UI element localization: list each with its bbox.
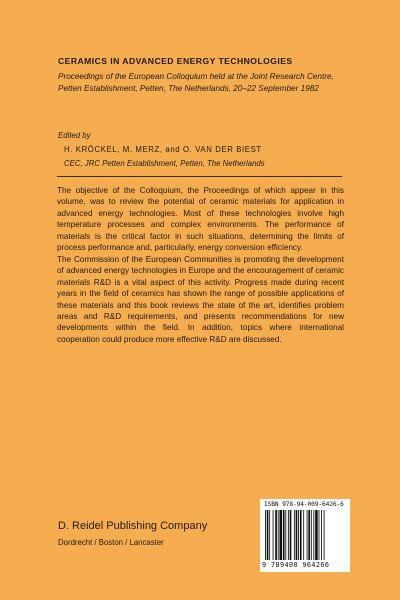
description-paragraph: The Commission of the European Communities is promoting the development of advanced energy technologies in Europe and the encouragement of ceramic materials R&D is a vital aspect of this activity. Progress made during recent years in the field of ceramics has shown the range of possible applications of these materials and this book reviews the state of the art, identifies problem areas and R&D requirements, and presents recommendations for new developments within the field. In addition, topics where international cooperation could produce more effective R&D are discussed. — [57, 254, 344, 344]
edited-by-label: Edited by — [58, 131, 91, 140]
editor-names: H. KRÖCKEL, M. MERZ, and O. VAN DER BIEST — [64, 145, 262, 154]
barcode-digits: 9 789400 964266 — [262, 561, 330, 569]
publisher-places: Dordrecht / Boston / Lancaster — [58, 538, 164, 547]
editor-affiliation: CEC, JRC Petten Establishment, Petten, The Netherlands — [64, 159, 265, 168]
barcode-icon — [265, 510, 345, 560]
isbn-label: ISBN 978-94-009-6426-6 — [264, 501, 344, 508]
publisher-name: D. Reidel Publishing Company — [58, 520, 208, 532]
book-title: CERAMICS IN ADVANCED ENERGY TECHNOLOGIES — [58, 56, 293, 66]
description-paragraph: The objective of the Colloquium, the Proceedings of which appear in this volume, was to review the potential of ceramic materials for application in advanced energy technologies. Most of these technologies involve high temperature processes and complex environments. The performance of materials is the critical factor in such situations, determining the limits of process performance and, particularly, energy conversion efficiency. — [57, 186, 344, 253]
description-body — [57, 185, 344, 345]
isbn-barcode-block — [260, 499, 350, 572]
divider-rule — [57, 176, 342, 177]
proceedings-subtitle: Proceedings of the European Colloquium held at the Joint Research Centre, Petten Establishment, Petten, The Netherlands, 20–22 September 1982 — [58, 72, 334, 93]
